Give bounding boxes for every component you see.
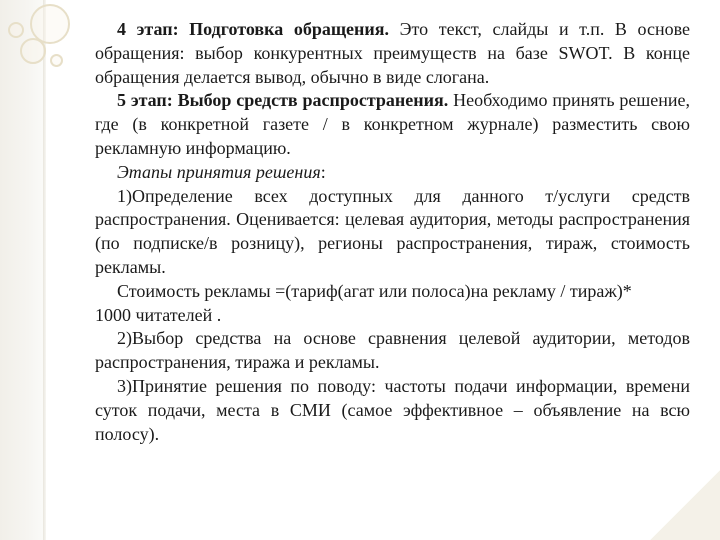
decorative-circle bbox=[20, 38, 46, 64]
paragraph-step-3: 3)Принятие решения по поводу: частоты подачи информации, времени суток подачи, места в СМИ (самое эффективное – объявление на всю полосу). bbox=[95, 375, 690, 444]
decorative-circle bbox=[50, 54, 63, 67]
paragraph-stage-4 bbox=[95, 18, 690, 89]
paragraph-decision-stages bbox=[95, 161, 690, 185]
stage-4-text: Это текст, слайды и т.п. В основе обращения: выбор конкурентных преимуществ на базе SWOT. В конце обращения делается вывод, обычно в виде слогана. bbox=[95, 19, 690, 87]
paragraph-cost-formula-cont: 1000 читателей . bbox=[95, 304, 222, 325]
paragraph-stage-5 bbox=[95, 89, 690, 160]
paragraph-step-2: 2)Выбор средства на основе сравнения целевой аудитории, методов распространения, тиража и рекламы. bbox=[95, 328, 690, 373]
left-decorative-stripe bbox=[0, 0, 46, 540]
stage-5-text: Необходимо принять решение, где (в конкретной газете / в конкретном журнале) разместить свою рекламную информацию. bbox=[95, 90, 690, 158]
decorative-circle bbox=[8, 22, 24, 38]
slide-body-text bbox=[95, 18, 690, 446]
decision-stages-colon: : bbox=[320, 161, 326, 182]
corner-decoration bbox=[650, 470, 720, 540]
stage-4-heading: 4 этап: Подготовка обращения. bbox=[117, 19, 390, 39]
paragraph-step-1: 1)Определение всех доступных для данного т/услуги средств распространения. Оценивается: целевая аудитория, методы распространения (по подписке/в розницу), регионы распространения, тираж, стоимость рекламы. bbox=[95, 185, 690, 277]
paragraph-cost-formula: Стоимость рекламы =(тариф(агат или полоса)на рекламу / тираж)* bbox=[117, 280, 632, 301]
stage-5-heading: 5 этап: Выбор средств распространения. bbox=[117, 90, 449, 111]
decision-stages-heading: Этапы принятия решения bbox=[117, 161, 321, 182]
